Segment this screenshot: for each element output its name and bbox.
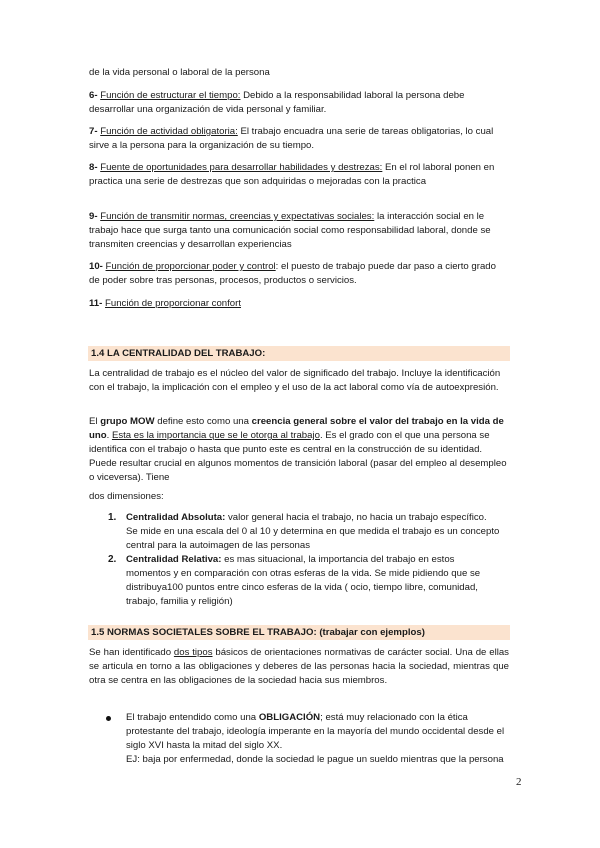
function-8-number: 8- xyxy=(89,162,98,173)
paragraph-continuation: de la vida personal o laboral de la persona xyxy=(89,67,270,78)
item-2-text: es mas situacional, la importancia del trabajo en estos momentos y en comparación con otras esferas de la vida. Se mide pidiendo que se distribuya100 puntos entre cinco esferas de la vida ( ocio, tiempo libre, comunidad, trabajo, familia y religión) xyxy=(126,554,481,607)
para2-text-g: . Es el grado con el que una persona se identifica con el trabajo o hasta que punto este es central en la construcción de su identidad. Puede resultar crucial en algunos momentos de transición laboral (pasar del empleo al desempleo o viceversa). Tiene xyxy=(89,430,507,483)
bullet-text-c: ; está muy relacionado con la ética protestante del trabajo, ideología imperante en la mayoría del mundo occidental desde el siglo XVI hasta la mitad del siglo XX. xyxy=(126,712,505,751)
item-2-title: Centralidad Relativa: xyxy=(126,554,222,565)
section-1-4-paragraph-1: La centralidad de trabajo es el núcleo del valor de significado del trabajo. Incluye la identificación con el trabajo, la implicación con el empleo y el uso de la act laboral como vía de autoexpresión. xyxy=(89,368,501,393)
function-7-text: El trabajo encuadra una serie de tareas obligatorias, lo cual sirve a la persona para la organización de su tiempo. xyxy=(89,126,494,151)
section-1-4-paragraph-3: dos dimensiones: xyxy=(89,491,164,502)
para2-text-c: define esto como una xyxy=(154,416,252,427)
para2-text-a: El xyxy=(89,416,101,427)
item-1-title: Centralidad Absoluta: xyxy=(126,512,226,523)
function-11-number: 11- xyxy=(89,298,103,309)
function-10-text: : el puesto de trabajo puede dar paso a cierto grado de poder sobre tras personas, procesos, productos o servicios. xyxy=(89,261,496,286)
bullet-bold-obligacion: OBLIGACIÓN xyxy=(258,712,321,723)
function-6-number: 6- xyxy=(89,90,98,101)
list-item-centralidad-relativa xyxy=(126,553,501,609)
page-number: 2 xyxy=(516,776,522,788)
function-9 xyxy=(89,210,509,252)
s15-text-c: básicos de orientaciones normativas de carácter social. Una de ellas se articula en torno a las obligaciones y deberes de las personas hacia la sociedad, mientras que otra se centra en las obligaciones de la sociedad hacia sus miembros. xyxy=(89,647,509,686)
function-7-number: 7- xyxy=(89,126,98,137)
list-item-centralidad-absoluta xyxy=(126,511,501,553)
function-10-number: 10- xyxy=(89,261,103,272)
s15-underlined-dos-tipos: dos tipos xyxy=(173,647,213,658)
list-number-1: 1. xyxy=(108,512,117,523)
function-11-title: Función de proporcionar confort xyxy=(105,298,242,309)
section-1-4-paragraph-2 xyxy=(89,415,509,485)
list-number-2: 2. xyxy=(108,554,117,565)
para2-bold-mow: grupo MOW xyxy=(100,416,155,427)
bullet-item-obligacion xyxy=(126,711,506,753)
para2-bold-definition: creencia general sobre el valor del trabajo en la vida de uno xyxy=(89,416,504,441)
item-1-text: valor general hacia el trabajo, no hacia un trabajo específico. Se mide en una escala del 0 al 10 y determina en que medida el trabajo es un concepto central para la autoimagen de las personas xyxy=(126,512,500,551)
function-7 xyxy=(89,125,509,153)
function-8-text: En el rol laboral ponen en practica una serie de destrezas que son adquiridas o mejoradas con la practica xyxy=(89,162,495,187)
function-10-title: Función de proporcionar poder y control xyxy=(105,261,276,272)
function-11 xyxy=(89,297,509,311)
section-heading-1-4: 1.4 LA CENTRALIDAD DEL TRABAJO: xyxy=(88,346,510,361)
function-9-number: 9- xyxy=(89,211,98,222)
function-8-title: Fuente de oportunidades para desarrollar habilidades y destrezas: xyxy=(100,162,383,173)
function-8 xyxy=(89,161,509,189)
function-10 xyxy=(89,260,509,288)
s15-text-a: Se han identificado xyxy=(89,647,174,658)
bullet-example: EJ: baja por enfermedad, donde la sociedad le pague un sueldo mientras que la persona xyxy=(126,754,504,765)
bullet-dot xyxy=(106,716,111,721)
function-6-title: Función de estructurar el tiempo: xyxy=(100,90,241,101)
section-1-5-paragraph-1 xyxy=(89,646,509,688)
para2-underlined: Esta es la importancia que se le otorga al trabajo xyxy=(111,430,320,441)
function-6 xyxy=(89,89,509,117)
function-7-title: Función de actividad obligatoria: xyxy=(100,126,238,137)
para2-text-e: . xyxy=(106,430,112,441)
bullet-text-a: El trabajo entendido como una xyxy=(126,712,259,723)
function-6-text: Debido a la responsabilidad laboral la persona debe desarrollar una organización de vida personal y familiar. xyxy=(89,90,465,115)
function-9-title: Función de transmitir normas, creencias y expectativas sociales: xyxy=(100,211,375,222)
function-9-text: la interacción social en le trabajo hace que surga tanto una comunicación social como responsabilidad laboral, donde se transmiten creencias y desarrollan experiencias xyxy=(89,211,491,250)
section-heading-1-5: 1.5 NORMAS SOCIETALES SOBRE EL TRABAJO: (trabajar con ejemplos) xyxy=(88,625,510,640)
